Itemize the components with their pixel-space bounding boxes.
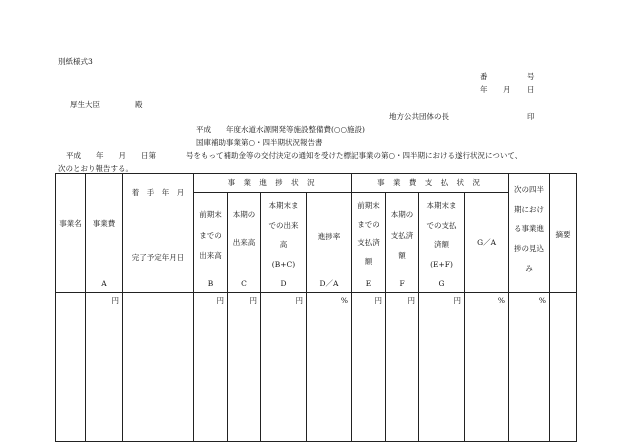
table-cell-unit: %	[509, 293, 550, 442]
table-cell-unit: 円	[386, 293, 419, 442]
table-cell-unit: %	[465, 293, 509, 442]
date-year: 年	[480, 85, 488, 94]
table-cell	[123, 293, 194, 442]
body-text-line2: 次のとおり報告する。	[58, 164, 133, 173]
header-prev-output: 前期末 までの 出来高 B	[194, 193, 228, 293]
date-day: 日	[527, 85, 535, 94]
header-progress-group: 事 業 進 捗 状 況	[194, 174, 352, 193]
table-cell	[56, 293, 86, 442]
header-next-quarter: 次の四半 期におけ る事業進 捗の見込 み	[509, 174, 550, 293]
header-curr-output: 本期の 出来高 C	[228, 193, 261, 293]
table-cell-unit: 円	[194, 293, 228, 442]
header-payment-group: 事 業 費 支 払 状 況	[352, 174, 509, 193]
table-cell	[550, 293, 577, 442]
addressee: 厚生大臣	[70, 100, 100, 109]
form-label: 別紙様式3	[58, 57, 93, 66]
table-cell-unit: 円	[261, 293, 307, 442]
date-month: 月	[503, 85, 511, 94]
seal-mark: 印	[527, 112, 535, 121]
header-project-cost: 事業費 A	[86, 174, 123, 293]
report-title-line1: 平成 年度水道水源開発等施設整備費(○○施設)	[196, 125, 365, 134]
header-progress-rate: 進捗率 D／A	[307, 193, 352, 293]
table-cell-unit: 円	[419, 293, 465, 442]
header-project-name: 事業名	[56, 174, 86, 293]
report-title-line2: 国庫補助事業第○・四半期状況報告書	[196, 138, 323, 147]
header-total-paid: 本期末ま での支払 済額 (E+F) G	[419, 193, 465, 293]
table-cell-unit: 円	[86, 293, 123, 442]
document-number-suffix: 号	[527, 72, 535, 81]
table-cell-unit: %	[307, 293, 352, 442]
table-cell-unit: 円	[228, 293, 261, 442]
header-start-completion: 着 手 年 月 完了予定年月日	[123, 174, 194, 293]
header-payment-rate: G／A	[465, 193, 509, 293]
document-number-label: 番	[480, 72, 488, 81]
body-text-line1: 平成 年 月 日第 号をもって補助金等の交付決定の通知を受けた標記事業の第○・四半期における遂行状況について、	[66, 151, 523, 160]
header-total-output: 本期末ま での出来 高 (B+C) D	[261, 193, 307, 293]
header-remarks: 摘要	[550, 174, 577, 293]
header-curr-paid: 本期の 支払済 額 F	[386, 193, 419, 293]
header-prev-paid: 前期末 までの 支払済 額 E	[352, 193, 386, 293]
table-cell-unit: 円	[352, 293, 386, 442]
addressee-honorific: 殿	[135, 100, 143, 109]
sender: 地方公共団体の長	[389, 112, 449, 121]
status-report-table	[55, 173, 577, 442]
